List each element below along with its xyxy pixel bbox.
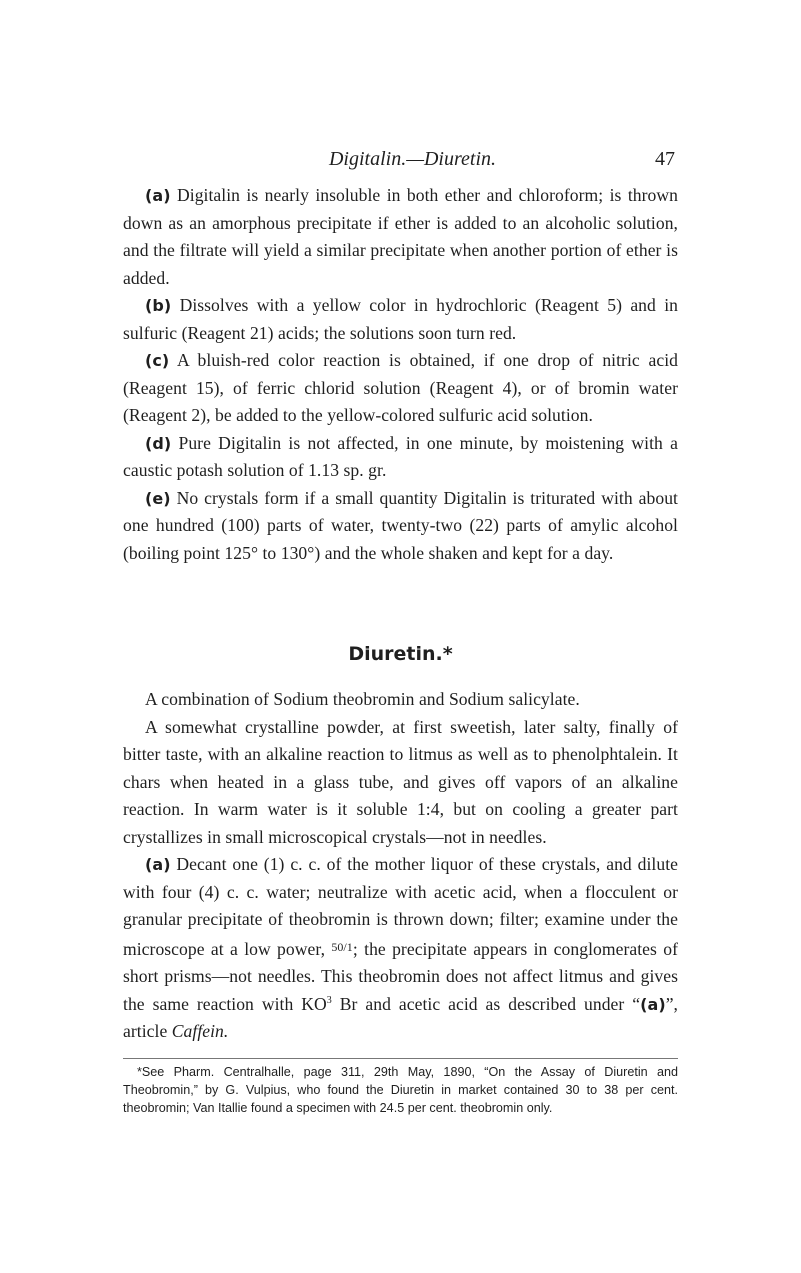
test-text: ; the precipitate appears in conglomerates of short prisms—not needles. This theobromin does not affect litmus and gives the same reaction with KO: [123, 938, 678, 1014]
test-paragraph-b: [123, 292, 678, 347]
page-number: 47: [655, 148, 675, 170]
test-paragraph-d: [123, 430, 678, 485]
test-text: ”, article: [123, 993, 678, 1041]
footnote: [123, 1063, 678, 1117]
test-label: (a): [145, 855, 171, 874]
digitalin-tests: [123, 182, 678, 567]
footnote-text: *See Pharm. Centralhalle, page 311, 29th May, 1890, “On the Assay of Diuretin and Theobromin,” by G. Vulpius, who found the Diuretin in market contained 30 to 38 per cent. theobromin; Van Itallie found a specimen with 24.5 per cent. theobromin only.: [123, 1065, 678, 1115]
test-label: (c): [145, 351, 170, 370]
test-text: Pure Digitalin is not affected, in one minute, by moistening with a caustic potash solution of 1.13 sp. gr.: [123, 432, 678, 480]
test-paragraph-e: [123, 485, 678, 568]
test-text: No crystals form if a small quantity Digitalin is triturated with about one hundred (100) parts of water, twenty-two (22) parts of amylic alcohol (boiling point 125° to 130°) and the whole shaken and kept for a day.: [123, 487, 678, 563]
article-reference: Caffein.: [171, 1021, 229, 1041]
diuretin-test-paragraph-a: [123, 851, 678, 1046]
test-label: (e): [145, 488, 171, 508]
test-label: (d): [145, 433, 172, 453]
test-text: Dissolves with a yellow color in hydrochloric (Reagent 5) and in sulfuric (Reagent 21) acids; the solutions soon turn red.: [123, 295, 678, 343]
test-text: Decant one (1) c. c. of the mother liquor of these crystals, and dilute with four (4) c. c. water; neutralize with acetic acid, when a flocculent or granular precipitate of theobromin is thrown down; filter; examine under the microscope at a low power,: [123, 854, 678, 959]
test-text: Br and acetic acid as described under “: [331, 993, 641, 1014]
test-text: Digitalin is nearly insoluble in both ether and chloroform; is thrown down as an amorphous precipitate if ether is added to an alcoholic solution, and the filtrate will yield a similar precipitate when another portion of ether is added.: [123, 185, 678, 288]
superscript: 3: [326, 994, 332, 1006]
test-text: A bluish-red color reaction is obtained, if one drop of nitric acid (Reagent 15), of ferric chlorid solution (Reagent 4), or of bromin water (Reagent 2), be added to the yellow-colored sulfuric acid solution.: [123, 350, 678, 425]
footnote-divider: [123, 1058, 678, 1059]
section-heading-diuretin: Diuretin.*: [348, 643, 453, 665]
reference-label: (a): [640, 994, 666, 1014]
diuretin-intro-composition: A combination of Sodium theobromin and Sodium salicylate.: [145, 689, 580, 709]
magnification-fraction: 50/1: [331, 939, 353, 954]
diuretin-intro-description: A somewhat crystalline powder, at first sweetish, later salty, finally of bitter taste, with an alkaline reaction to litmus as well as to phenolphtalein. It chars when heated in a glass tube, and gives off vapors of an alkaline reaction. In warm water is it soluble 1:4, but on cooling a greater part crystallizes in small microscopical crystals—not in needles.: [123, 716, 678, 847]
test-paragraph-c: [123, 347, 678, 430]
test-paragraph-a: [123, 182, 678, 292]
running-title: Digitalin.—Diuretin.: [328, 148, 497, 170]
test-label: (a): [145, 186, 171, 205]
test-label: (b): [145, 296, 172, 315]
running-header: [150, 148, 675, 178]
diuretin-body: [123, 686, 678, 1046]
